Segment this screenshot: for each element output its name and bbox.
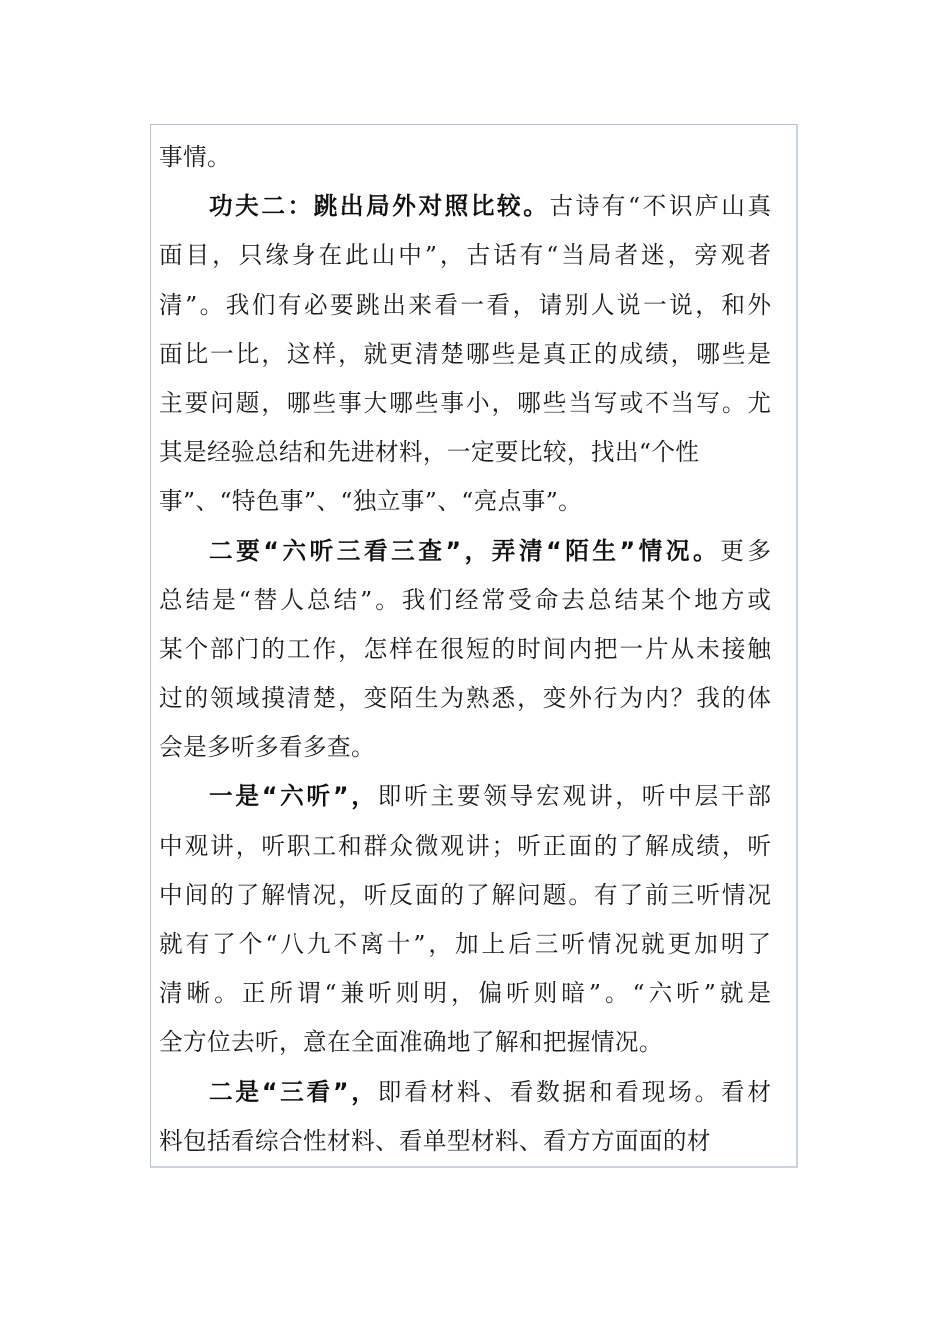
text-line <box>159 281 771 330</box>
document-page <box>150 124 798 1168</box>
text-line <box>159 576 771 625</box>
body-text: 清”。我们有必要跳出来看一看，请别人说一说，和外 <box>159 290 771 319</box>
text-line <box>159 133 771 182</box>
text-line <box>159 625 771 674</box>
body-text: 就有了个“八九不离十”，加上后三听情况就更加明了 <box>159 930 771 958</box>
body-text: 更多 <box>720 536 771 565</box>
body-text: 事”、“特色事”、“独立事”、“亮点事”。 <box>159 487 583 516</box>
body-text: 料包括看综合性材料、看单型材料、看方方面面的材 <box>159 1126 711 1155</box>
body-text: 某个部门的工作，怎样在很短的时间内把一片从未接触 <box>159 634 771 663</box>
body-text: 即听主要领导宏观讲，听中层干部 <box>377 782 771 811</box>
body-text: 过的领域摸清楚，变陌生为熟悉，变外行为内？我的体 <box>159 684 771 713</box>
body-text: 面比一比，这样，就更清楚哪些是真正的成绩，哪些是 <box>159 339 771 368</box>
body-text: 即看材料、看数据和看现场。看材 <box>377 1077 771 1106</box>
bold-heading-text: 二要“六听三看三查”，弄清“陌生”情况。 <box>209 536 721 565</box>
body-text: 会是多听多看多查。 <box>159 733 375 762</box>
text-line <box>159 182 771 231</box>
body-text: 其是经验总结和先进材料，一定要比较，找出“个性 <box>159 438 700 467</box>
text-line <box>159 231 771 280</box>
bold-heading-text: 二是“三看”， <box>209 1077 378 1106</box>
text-line <box>159 674 771 723</box>
body-text: 面目，只缘身在此山中”，古话有“当局者迷，旁观者 <box>159 241 771 270</box>
body-text: 全方位去听，意在全面准确地了解和把握情况。 <box>159 1028 663 1057</box>
document-body <box>159 133 771 1166</box>
text-line <box>159 527 771 576</box>
text-line <box>159 871 771 920</box>
text-line <box>159 330 771 379</box>
text-line <box>159 822 771 871</box>
body-text: 主要问题，哪些事大哪些事小，哪些当写或不当写。尤 <box>159 388 771 417</box>
body-text: 中间的了解情况，听反面的了解问题。有了前三听情况 <box>159 880 771 909</box>
text-line <box>159 428 771 477</box>
body-text: 古诗有“不识庐山真 <box>549 192 771 221</box>
bold-heading-text: 功夫二：跳出局外对照比较。 <box>209 192 550 221</box>
text-line <box>159 723 771 772</box>
text-line <box>159 772 771 821</box>
text-line <box>159 1117 771 1166</box>
text-line <box>159 477 771 526</box>
text-line <box>159 379 771 428</box>
bold-heading-text: 一是“六听”， <box>209 782 378 811</box>
body-text: 清晰。正所谓“兼听则明，偏听则暗”。“六听”就是 <box>159 979 771 1008</box>
text-line <box>159 1018 771 1067</box>
text-line <box>159 969 771 1018</box>
body-text: 中观讲，听职工和群众微观讲；听正面的了解成绩，听 <box>159 831 771 860</box>
text-line <box>159 920 771 969</box>
text-line <box>159 1068 771 1117</box>
body-text: 事情。 <box>159 143 231 171</box>
body-text: 总结是“替人总结”。我们经常受命去总结某个地方或 <box>159 585 771 614</box>
